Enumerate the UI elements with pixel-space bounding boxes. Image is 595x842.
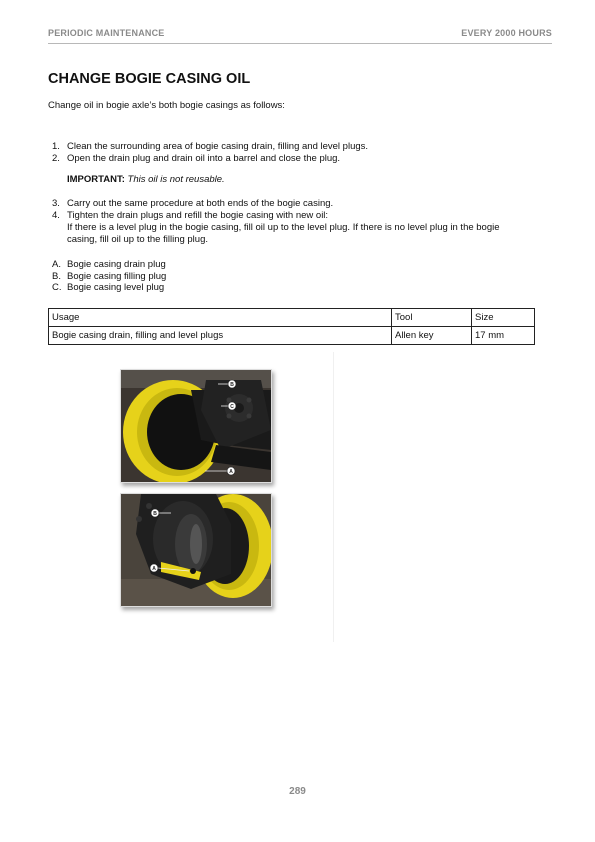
step-note-text: If there is a level plug in the bogie casing, fill oil up to the level plug. If there is no level plug in the bogie casing, fill oil up to the filling plug. bbox=[67, 222, 500, 245]
important-note bbox=[67, 174, 518, 186]
step-text: Tighten the drain plugs and refill the bogie casing with new oil: bbox=[67, 210, 329, 221]
step-number: 1. bbox=[52, 141, 60, 152]
table-header-row bbox=[49, 309, 535, 327]
step-3 bbox=[48, 198, 518, 210]
step-1 bbox=[48, 141, 518, 153]
table-cell-size: 17 mm bbox=[472, 327, 535, 345]
header-interval: EVERY 2000 HOURS bbox=[461, 28, 552, 38]
table-header-tool: Tool bbox=[392, 309, 472, 327]
step-text: Open the drain plug and drain oil into a barrel and close the plug. bbox=[67, 153, 341, 164]
important-label: IMPORTANT: bbox=[67, 174, 125, 185]
step-4-note bbox=[48, 222, 518, 246]
callout-a-label: A bbox=[152, 565, 156, 572]
legend-text: Bogie casing filling plug bbox=[67, 270, 167, 282]
page-artifact bbox=[333, 352, 334, 642]
table-header-size: Size bbox=[472, 309, 535, 327]
header-divider bbox=[48, 43, 552, 44]
step-number: 2. bbox=[52, 153, 60, 164]
callout-a-label: A bbox=[229, 468, 233, 475]
header-section: PERIODIC MAINTENANCE bbox=[48, 28, 165, 38]
page-number: 289 bbox=[289, 786, 306, 797]
table-cell-usage: Bogie casing drain, filling and level plugs bbox=[49, 327, 392, 345]
step-4 bbox=[48, 210, 518, 222]
legend-text: Bogie casing level plug bbox=[67, 282, 165, 293]
step-text: Carry out the same procedure at both ends of the bogie casing. bbox=[67, 198, 334, 209]
table-cell-tool: Allen key bbox=[392, 327, 472, 345]
tools-table bbox=[48, 308, 535, 345]
legend-item-a bbox=[48, 259, 166, 271]
running-header bbox=[48, 28, 552, 44]
step-2 bbox=[48, 153, 518, 165]
step-number: 3. bbox=[52, 198, 60, 209]
bogie-casing-photo-2 bbox=[120, 493, 272, 607]
callout-c-label: C bbox=[230, 403, 234, 410]
important-text: This oil is not reusable. bbox=[127, 174, 225, 185]
table-header-usage: Usage bbox=[49, 309, 392, 327]
legend-key: C. bbox=[52, 282, 62, 293]
callout-b-label: B bbox=[230, 381, 234, 388]
legend-key: A. bbox=[52, 259, 61, 270]
photo-2-illustration bbox=[121, 494, 271, 606]
intro-text: Change oil in bogie axle’s both bogie casings as follows: bbox=[48, 100, 285, 111]
page-title: CHANGE BOGIE CASING OIL bbox=[48, 71, 251, 87]
table-row bbox=[49, 327, 535, 345]
legend-key: B. bbox=[52, 270, 61, 282]
photo-1-illustration bbox=[121, 370, 271, 482]
legend-text: Bogie casing drain plug bbox=[67, 259, 166, 270]
callout-b-label: B bbox=[153, 510, 157, 517]
plug-legend bbox=[48, 259, 166, 294]
procedure-steps bbox=[48, 141, 518, 246]
step-number: 4. bbox=[52, 210, 60, 221]
bogie-casing-photo-1 bbox=[120, 369, 272, 483]
legend-item-b bbox=[48, 271, 166, 283]
legend-item-c bbox=[48, 282, 166, 294]
step-text: Clean the surrounding area of bogie casing drain, filling and level plugs. bbox=[67, 141, 369, 152]
